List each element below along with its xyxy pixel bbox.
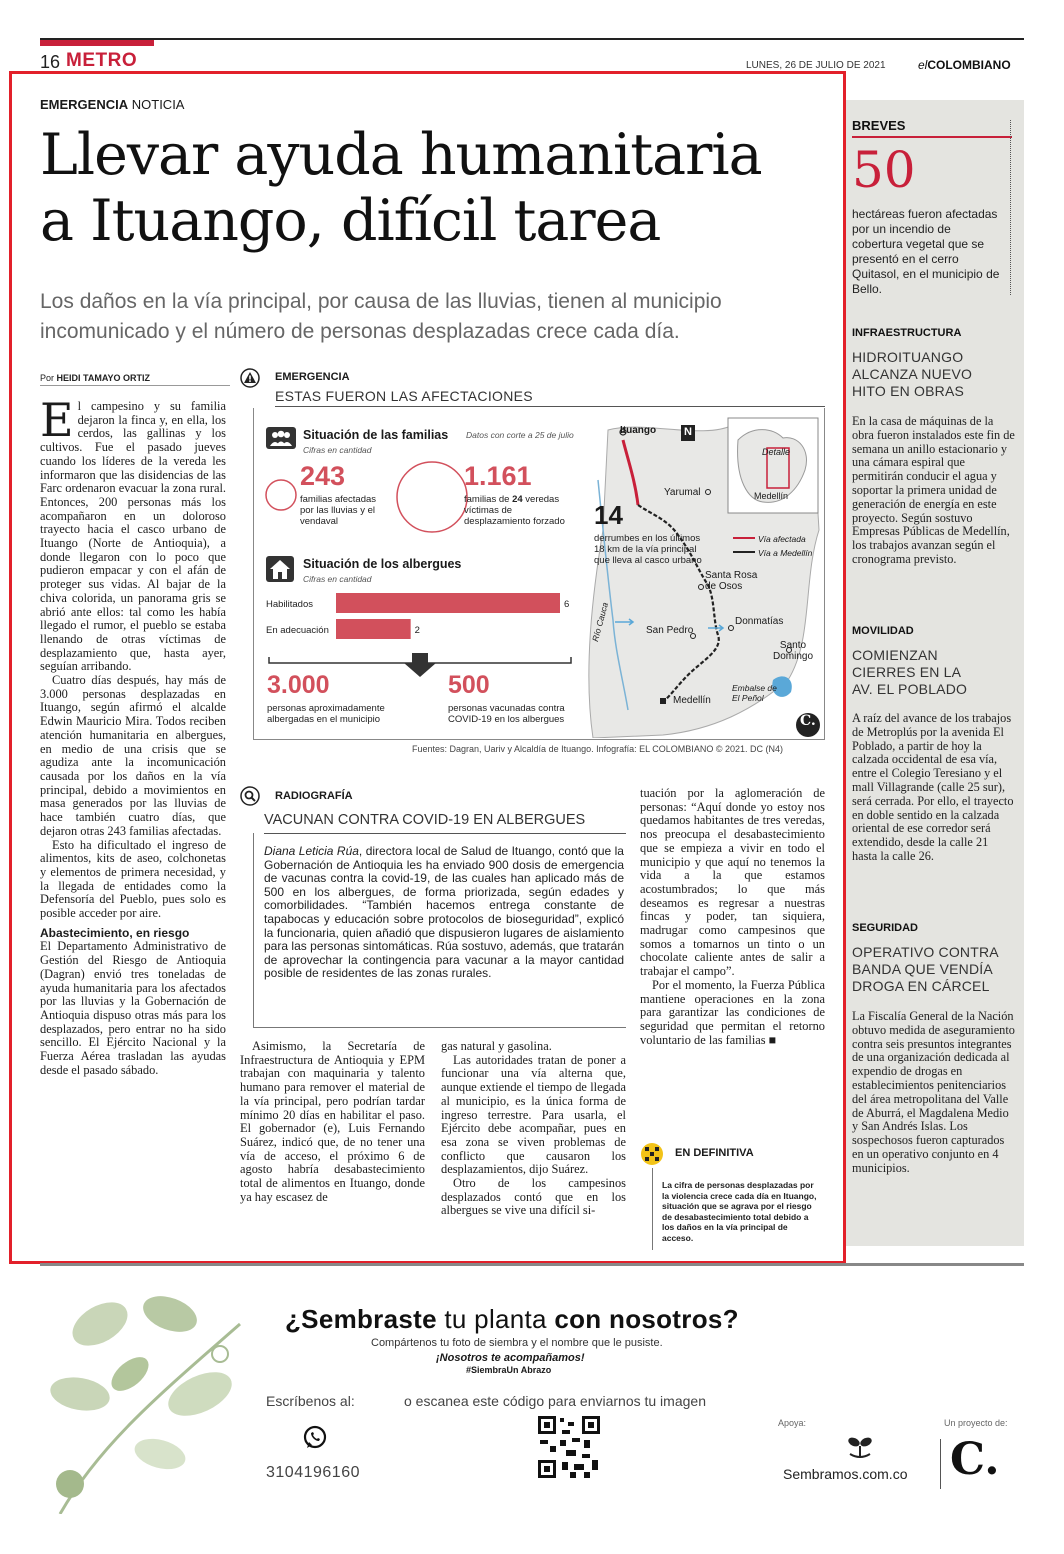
sidebar-big-number: 50 xyxy=(852,141,916,199)
landslides-label: derrumbes en los últimos 18 km de la vía principal que lleva al casco urbano xyxy=(594,533,702,566)
top-rule xyxy=(40,38,1024,40)
dropcap: E xyxy=(40,393,74,447)
ad-project-label: Un proyecto de: xyxy=(944,1418,1008,1428)
ad-sponsor[interactable]: Sembramos.com.co xyxy=(783,1466,908,1482)
people-icon xyxy=(266,427,296,449)
brief-text: A raíz del avance de los trabajos de Metroplús por la avenida El Poblado, a partir de hoy la calzada occidental de esa vía, entre el Colegio Teresiano y el mall Villagrande (calle 25 sur), será cerrada. Por ello, el trayecto en doble sentido en la calzada oriental de ese corredor será extendido, desde la calle 21 hasta la calle 26. xyxy=(852,711,1014,863)
radiografia-title: VACUNAN CONTRA COVID-19 EN ALBERGUES xyxy=(264,812,586,828)
section-name[interactable]: METRO xyxy=(66,50,138,71)
vaccinated-label: personas vacunadas contra COVID-19 en los albergues xyxy=(448,703,565,725)
ad-supports-label: Apoya: xyxy=(778,1418,807,1428)
headline-line-2: a Ituango, difícil tarea xyxy=(40,188,661,254)
affected-label: familias afectadas por las lluvias y el vendaval xyxy=(300,494,377,527)
brief-label: MOVILIDAD xyxy=(852,625,914,637)
people-sheltered-label: personas aproximadamente albergadas en el municipio xyxy=(267,703,385,725)
ad-headline: ¿Sembraste tu planta con nosotros? xyxy=(285,1304,739,1334)
byline-rule xyxy=(40,385,230,386)
place-san-pedro: San Pedro xyxy=(646,625,694,636)
summary-icon xyxy=(640,1142,664,1166)
paragraph: El Departamento Administrativo de Gestión del Riesgo de Antioquia (Dagran) envió tres toneladas de ayuda humanitaria para los afectados por las lluvias y la Gobernación de Antioquia dispuso otras más para los desplazados, pero entrar no ha sido sencillo. El Ejército Nacional y la Fuerza Aérea trasladan las ayudas desde el pasado sábado. xyxy=(40,939,226,1077)
ad-scan-instruction: o escanea este código para enviarnos tu imagen xyxy=(404,1393,706,1409)
byline-prefix: Por xyxy=(40,373,55,383)
paragraph: tuación por la aglomeración de personas: “Aquí donde yo estoy nos quedamos habitantes de tres veredas, nos preocupa el desabastecimiento que se empieza a vivir en todo el municipio y que aquí no tenemos la vida a la que estamos acostumbrados; lo que más deseamos es regresar a nuestras fincas y poder, tan siquiera, madrugar como campesinos que somos a tomarnos un tinto o un chocolate caliente antes de salir a trabajar el campo”. xyxy=(640,786,825,979)
section-accent-bar xyxy=(40,40,154,46)
ad-subline: Compártenos tu foto de siembra y el nombre que le pusiste. xyxy=(371,1337,663,1349)
brief-title[interactable]: HIDROITUANGO ALCANZA NUEVO HITO EN OBRAS xyxy=(852,349,973,399)
definitiva-kicker: EN DEFINITIVA xyxy=(675,1147,754,1159)
paragraph: El campesino y su familia dejaron la finca y, en ella, los cerdos, las gallinas y los cultivos. Fue el pasado jueves cuando los líderes de la vereda les informaron que las disidencias de las Farc ordenaron evacuar la zona rural. Entonces, 200 personas más los acompañaron en un doloroso trayecto hacia el casco urbano de Ituango (Norte de Antioquia), a donde llegaron con lo poco que pudieron empacar y con el afán de proteger sus vidas. Al bajar de la chiva colorida, un panorama gris se abrió ante ellos: tal como les había llegado el rumor, el pueblo se estaba llenando de otras víctimas de desplazamiento que, hasta ayer, seguían arribando. xyxy=(40,393,226,674)
legend-affected-road: Vía afectada xyxy=(758,534,806,544)
paragraph: Asimismo, la Secretaría de Infraestructura de Antioquia y EPM trabajan con maquinaria y talento humano para remover el material de la vía principal, pero podrían tardar mínimo 20 días en habilitar el paso. El gobernador (e), Luis Fernando Suárez, indicó que, de no tener una vía de acceso, el próximo 6 de agosto habría desabastecimiento total de alimentos en Ituango, donde ya hay escasez de xyxy=(240,1039,425,1204)
paragraph: Otro de los campesinos desplazados contó que en los albergues se vive una difícil si- xyxy=(441,1176,626,1218)
warning-icon xyxy=(240,368,260,388)
families-subtitle: Cifras en cantidad xyxy=(303,445,372,455)
north-arrow: N xyxy=(684,426,692,438)
paragraph: Esto ha dificultado el ingreso de alimentos, kits de aseo, colchonetas y elementos de primera necesidad, y la llegada de entidades como la Defensoría del Pueblo, pues solo es posible acceder por aire. xyxy=(40,837,226,921)
place-santo-domingo: Santo Domingo xyxy=(772,640,814,662)
brief-title[interactable]: OPERATIVO CONTRA BANDA QUE VENDÍA DROGA EN CÁRCEL xyxy=(852,944,999,994)
place-medellin-inset: Medellín xyxy=(754,491,789,501)
article-column-1 xyxy=(40,393,226,1077)
article-column-4 xyxy=(640,787,825,1047)
infographic-title-rule xyxy=(275,406,825,407)
subhead: Abastecimiento, en riesgo xyxy=(40,925,190,940)
deck: Los daños en la vía principal, por causa de las lluvias, tienen al municipio incomunicado y el número de personas desplazadas crece cada día. xyxy=(40,290,722,343)
article-kicker xyxy=(40,97,184,112)
plant-illustration xyxy=(40,1284,280,1514)
bar-category-label: Habilitados xyxy=(266,599,313,610)
infographic-logo: C. xyxy=(800,713,816,729)
sidebar-header: BREVES xyxy=(852,118,906,133)
whatsapp-icon[interactable] xyxy=(302,1425,328,1451)
route-map xyxy=(583,410,823,738)
bar xyxy=(336,619,411,639)
ad-divider xyxy=(940,1439,941,1489)
sidebar-big-text: hectáreas fueron afectadas por un incendio de cobertura vegetal que se presentó en el cerro Quitasol, en el municipio de Bello. xyxy=(852,207,1000,296)
shelter-bar-chart xyxy=(262,588,578,650)
sidebar-header-rule xyxy=(852,136,1012,138)
brief-text: La Fiscalía General de la Nación obtuvo medida de aseguramiento contra seis presuntos integrantes de una organización dedicada al expendio de drogas en establecimientos penitenciarios del área metropolitana del Valle de Aburrá, el Magdalena Medio y San Andrés Islas. Los sospechosos fueron capturados en un operativo conjunto en 4 municipios. xyxy=(852,1009,1015,1175)
headline xyxy=(40,122,830,254)
place-santa-rosa: Santa Rosa de Osos xyxy=(705,570,758,592)
bar-category-label: En adecuación xyxy=(266,625,329,636)
detail-label: Detalle xyxy=(762,447,791,457)
qr-code[interactable] xyxy=(536,1414,602,1480)
headline-line-1: Llevar ayuda humanitaria xyxy=(40,122,762,188)
radiografia-kicker: RADIOGRAFÍA xyxy=(275,790,353,802)
place-ituango: Ituango xyxy=(620,425,657,436)
author-name: HEIDI TAMAYO ORTIZ xyxy=(56,373,151,383)
brief-label: SEGURIDAD xyxy=(852,922,919,934)
river-cauca: Río Cauca xyxy=(590,601,611,643)
article-column-2 xyxy=(240,1040,425,1204)
sprout-icon xyxy=(846,1434,874,1460)
radiografia-text: Diana Leticia Rúa, directora local de Salud de Ituango, contó que la Gobernación de Antioquia les ha enviado 900 dosis de emergencia de vacunas contra la covid-19, de las cuales han aplicado más de 500 en los albergues, de forma priorizada, según edades y comorbilidades. “También hacemos entrega constante de tapabocas y educación sobre protocolos de bioseguridad”, explicó la funcionaria, quien añadió que dispusieron lugares de aislamiento para las personas sintomáticas. Rúa sostuvo, además, que tratarán de aprovechar la contingencia para vacunar a la mayor cantidad posible de residentes de las zonas rurales. xyxy=(264,844,624,981)
newspaper-brand[interactable] xyxy=(918,58,1011,72)
byline xyxy=(40,373,150,383)
bar-value-label: 2 xyxy=(414,625,420,636)
paragraph: gas natural y gasolina. xyxy=(441,1039,552,1053)
ad-hashtag: #SiembraUn Abrazo xyxy=(466,1365,552,1375)
displaced-value: 1.161 xyxy=(464,461,532,491)
shelters-subtitle: Cifras en cantidad xyxy=(303,574,372,584)
house-icon xyxy=(266,556,294,582)
people-sheltered-value: 3.000 xyxy=(267,671,330,699)
ad-write-us: Escríbenos al: xyxy=(266,1393,355,1409)
footer-rule xyxy=(40,1263,1024,1266)
ad-logo: C. xyxy=(950,1434,1000,1485)
brand-prefix: el xyxy=(918,58,928,72)
brand-name: COLOMBIANO xyxy=(927,58,1011,72)
paragraph: Cuatro días después, hay más de 3.000 personas desplazadas en Ituango, según afirmó el alcalde Edwin Mauricio Mira. Todos reciben atención humanitaria en albergues, en medio de una crisis que se agudiza ante la incomunicación causada por los daños en la vía principal, debido a movimientos en masa generados por las lluvias de hace también cuatro días, que dejaron otras 243 familias afectadas. xyxy=(40,673,226,838)
displaced-label: familias de 24 veredas víctimas de desplazamiento forzado xyxy=(464,494,565,527)
vaccinated-value: 500 xyxy=(448,671,490,699)
advertisement[interactable] xyxy=(40,1284,1024,1522)
ad-accompany: ¡Nosotros te acompañamos! xyxy=(436,1352,585,1364)
landslides-value: 14 xyxy=(594,500,623,530)
affected-value: 243 xyxy=(300,461,346,491)
ad-phone[interactable]: 3104196160 xyxy=(266,1464,360,1481)
bar xyxy=(336,593,560,613)
legend-medellin-road: Vía a Medellín xyxy=(758,548,813,558)
page-number: 16 xyxy=(40,52,61,72)
paragraph: Las autoridades tratan de poner a funcionar una vía alterna que, aunque extiende el tiempo de llegada al municipio, es la única forma de ingreso terrestre. Para usarla, el Ejército debe acompañar, pues en esa zona se viven problemas de conflicto que causaron los desplazamientos, dijo Suárez. xyxy=(441,1052,626,1177)
kicker-topic: EMERGENCIA xyxy=(40,97,129,112)
place-embalse: Embalse de El Peñol xyxy=(732,683,777,703)
infographic-source: Fuentes: Dagran, Uariv y Alcaldía de Ituango. Infografía: EL COLOMBIANO © 2021. DC (N4) xyxy=(412,744,783,754)
displaced-circle xyxy=(395,460,469,534)
paragraph: Por el momento, la Fuerza Pública mantiene operaciones en la zona para garantizar las condiciones de seguridad que permitan el retorno voluntario de las familias ■ xyxy=(640,977,825,1047)
issue-date: LUNES, 26 DE JULIO DE 2021 xyxy=(746,60,886,71)
kicker-type: NOTICIA xyxy=(131,97,185,112)
brief-text: En la casa de máquinas de la obra fueron instalados este fin de semana un anillo estacionario y una cámara espiral que permitirán conducir el agua y soportar la primera unidad de generación de energía en este proyecto. Según sostuvo Empresas Públicas de Medellín, los trabajos avanzan según el cronograma previsto. xyxy=(852,414,1015,566)
affected-circle xyxy=(264,478,298,512)
sidebar-dotted-rule xyxy=(1010,120,1011,295)
place-yarumal: Yarumal xyxy=(664,487,701,498)
bar-value-label: 6 xyxy=(564,599,570,610)
place-medellin: Medellín xyxy=(673,695,711,706)
data-cutoff: Datos con corte a 25 de julio xyxy=(466,430,574,440)
article-column-3 xyxy=(441,1040,626,1218)
shelters-title: Situación de los albergues xyxy=(303,557,462,571)
infographic-title: ESTAS FUERON LAS AFECTACIONES xyxy=(275,388,533,404)
infographic-kicker: EMERGENCIA xyxy=(275,371,350,383)
place-donmatias: Donmatías xyxy=(735,616,784,627)
definitiva-text: La cifra de personas desplazadas por la violencia crece cada día en Ituango, situación que se agrava por el riesgo de desabastecimiento total debido a los daños en la vía principal de acceso. xyxy=(662,1180,817,1243)
magnifier-icon xyxy=(240,786,260,806)
brief-label: INFRAESTRUCTURA xyxy=(852,327,962,339)
source-name: Diana Leticia Rúa xyxy=(264,844,359,858)
brief-title[interactable]: COMIENZAN CIERRES EN LA AV. EL POBLADO xyxy=(852,647,968,697)
families-title: Situación de las familias xyxy=(303,428,449,442)
